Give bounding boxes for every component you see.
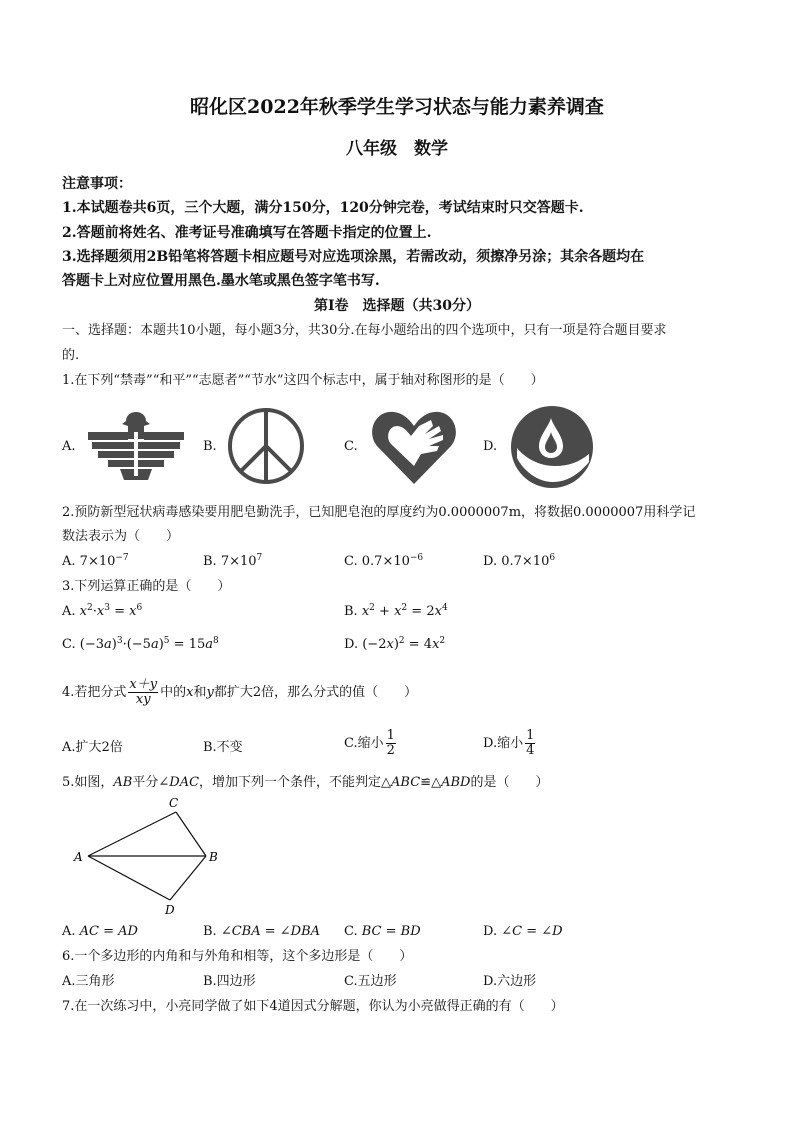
section-intro-cont: 的. xyxy=(62,348,80,363)
point-label-a: A xyxy=(74,850,83,864)
volunteer-heart-logo-icon xyxy=(369,404,459,488)
q4-fraction: $\frac{x+y}{xy}$ xyxy=(129,677,158,707)
q6-stem: 6.一个多边形的内角和与外角和相等，这个多边形是（ ） xyxy=(62,949,413,964)
page-subtitle: 八年级 数学 xyxy=(346,139,448,159)
segment-ad xyxy=(88,856,170,900)
page-title: 昭化区2022年秋季学生学习状态与能力素养调查 xyxy=(190,96,604,118)
q5-triangle-figure xyxy=(66,792,226,922)
q2-option-d: D. $0.7\times 10^6$ xyxy=(483,553,556,569)
q5-option-c: C. BC = BD xyxy=(344,924,421,939)
q1-stem: 1.在下列“禁毒”“和平”“志愿者”“节水”这四个标志中，属于轴对称图形的是（ ） xyxy=(62,373,544,388)
q4-option-b: B.不变 xyxy=(203,740,243,755)
segment-db xyxy=(170,856,206,900)
q1-option-d-label: D. xyxy=(483,439,498,454)
peace-logo-icon xyxy=(226,406,306,486)
q1-option-a-label: A. xyxy=(62,439,76,454)
q2-option-a: A. $7\times 10^{-7}$ xyxy=(62,553,129,569)
notice-item-3-cont: 答题卡上对应位置用黑色.墨水笔或黑色签字笔书写. xyxy=(62,273,380,289)
q1-option-c-label: C. xyxy=(344,439,358,454)
q3-option-b: B. $x^2 + x^2 = 2x^4$ xyxy=(344,603,448,619)
q3-stem: 3.下列运算正确的是（ ） xyxy=(62,579,231,594)
q2-stem: 2.预防新型冠状病毒感染要用肥皂勤洗手，已知肥皂泡的厚度约为0.0000007m，将数据0.0000007用科学记 xyxy=(62,505,696,520)
q5-stem: 5.如图，AB平分∠DAC，增加下列一个条件，不能判定△ABC≌△ABD的是（ ） xyxy=(62,775,549,790)
notice-item-1: 1.本试题卷共6页，三个大题，满分150分，120分钟完卷，考试结束时只交答题卡. xyxy=(62,200,584,216)
section-title: 第Ⅰ卷 选择题（共30分） xyxy=(313,298,481,314)
notice-item-2: 2.答题前将姓名、准考证号准确填写在答题卡指定的位置上. xyxy=(62,225,432,241)
q6-option-a: A.三角形 xyxy=(62,974,115,989)
point-label-d: D xyxy=(165,903,175,917)
q1-option-b-label: B. xyxy=(203,439,217,454)
segment-cb xyxy=(176,812,206,856)
q2-option-b: B. $7\times 10^7$ xyxy=(203,553,263,569)
q4-stem: 4.若把分式 $\frac{x+y}{xy}$ 中的x和y都扩大2倍，那么分式的值（ ） xyxy=(62,677,418,707)
water-saving-logo-icon xyxy=(509,404,595,490)
q6-option-d: D.六边形 xyxy=(483,974,537,989)
point-label-b: B xyxy=(209,850,218,864)
q5-option-a: A. AC = AD xyxy=(62,924,138,939)
eagle-logo-icon xyxy=(86,406,186,484)
segment-ac xyxy=(88,812,176,856)
q3-option-a: A. $x^2\cdot x^3 = x^6$ xyxy=(62,603,143,619)
notice-item-3: 3.选择题须用2B铅笔将答题卡相应题号对应选项涂黑，若需改动，须擦净另涂；其余各题均在 xyxy=(62,249,645,265)
q4-option-a: A.扩大2倍 xyxy=(62,740,123,755)
q2-option-c: C. $0.7\times 10^{-6}$ xyxy=(344,553,424,569)
q7-stem: 7.在一次练习中，小亮同学做了如下4道因式分解题，你认为小亮做得正确的有（ ） xyxy=(62,999,564,1014)
section-intro: 一、选择题：本题共10小题，每小题3分，共30分.在每小题给出的四个选项中，只有一项是符合题目要求 xyxy=(62,323,667,338)
point-label-c: C xyxy=(169,796,179,810)
q5-option-b: B. ∠CBA = ∠DBA xyxy=(203,924,321,939)
q4-option-c: C.缩小 $\frac{1}{2}$ xyxy=(344,728,395,758)
q3-option-c: C. $(-3a)^3\cdot(-5a)^5 = 15a^8$ xyxy=(62,636,219,652)
q2-stem-cont: 数法表示为（ ） xyxy=(62,529,180,544)
q6-option-c: C.五边形 xyxy=(344,974,397,989)
q4-option-d: D.缩小 $\frac{1}{4}$ xyxy=(483,728,535,758)
q5-option-d: D. ∠C = ∠D xyxy=(483,924,563,939)
q3-option-d: D. $(-2x)^2 = 4x^2$ xyxy=(344,636,446,652)
q6-option-b: B.四边形 xyxy=(203,974,256,989)
notice-heading: 注意事项： xyxy=(62,176,132,192)
